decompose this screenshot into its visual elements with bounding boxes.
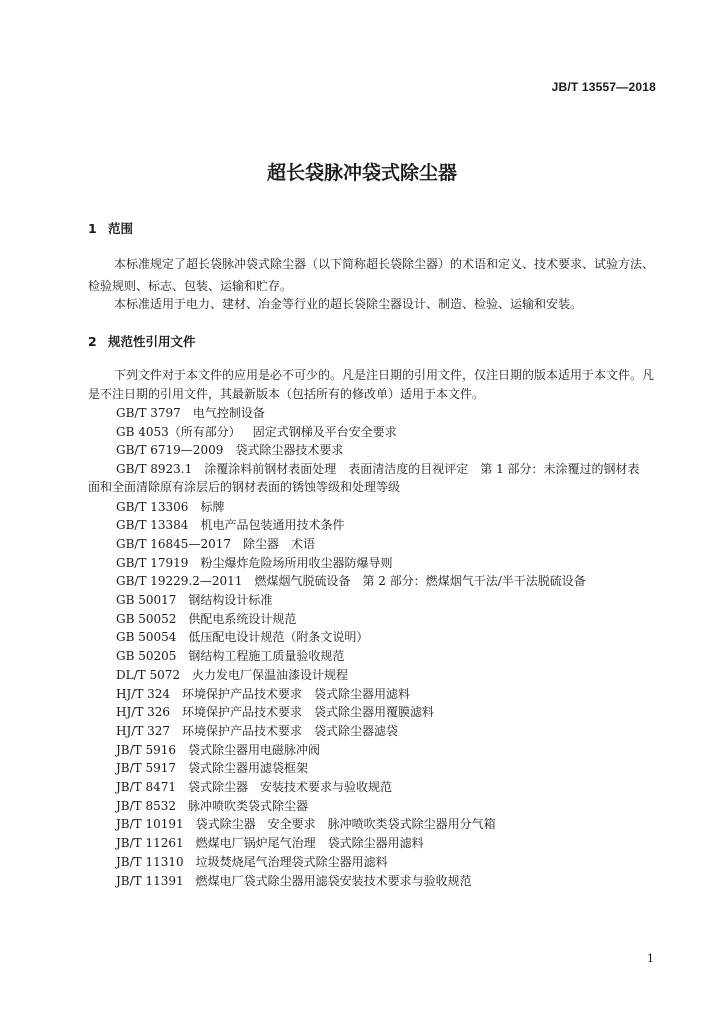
reference-code: GB 4053（所有部分） xyxy=(116,424,241,439)
reference-code: GB/T 13384 xyxy=(116,518,189,533)
section-1-heading xyxy=(88,219,133,237)
reference-code: JB/T 11310 xyxy=(116,854,184,869)
scope-paragraph-2: 本标准适用于电力、建材、冶金等行业的超长袋除尘器设计、制造、检验、运输和安装。 xyxy=(114,297,583,311)
reference-title-continued: 面和全面清除原有涂层后的钢材表面的锈蚀等级和处理等级 xyxy=(88,480,401,495)
reference-item xyxy=(116,441,664,459)
document-title: 超长袋脉冲袋式除尘器 xyxy=(266,162,457,184)
reference-title: 垃圾焚烧尾气治理袋式除尘器用滤料 xyxy=(195,854,388,869)
reference-item xyxy=(116,628,664,646)
reference-code: JB/T 11391 xyxy=(116,873,184,888)
reference-title: 低压配电设计规范（附条文说明） xyxy=(188,630,369,645)
page-number: 1 xyxy=(647,952,654,965)
reference-code: JB/T 11261 xyxy=(116,836,184,851)
reference-title: 火力发电厂保温油漆设计规程 xyxy=(192,667,349,682)
reference-item xyxy=(116,797,664,815)
section-1-number: 1 xyxy=(88,221,97,236)
reference-item xyxy=(116,853,664,871)
reference-code: GB/T 17919 xyxy=(116,555,189,570)
reference-item xyxy=(116,815,664,833)
reference-title: 标牌 xyxy=(200,499,225,514)
reference-code: GB/T 13306 xyxy=(116,499,189,514)
section-1-title: 范围 xyxy=(108,221,134,236)
reference-code: GB/T 19229.2—2011 xyxy=(116,574,243,589)
section-2-heading xyxy=(88,332,196,350)
reference-item xyxy=(116,610,664,628)
references-intro: 下列文件对于本文件的应用是必不可少的。凡是注日期的引用文件，仅注日期的版本适用于本文件。凡是不注日期的引用文件，其最新版本（包括所有的修改单）适用于本文件。 xyxy=(88,368,655,401)
reference-code: GB 50054 xyxy=(116,630,177,645)
reference-code: JB/T 5916 xyxy=(116,742,177,757)
reference-item xyxy=(116,554,664,572)
reference-title: 环境保护产品技术要求 袋式除尘器滤袋 xyxy=(182,723,399,738)
reference-title: 袋式除尘器技术要求 xyxy=(235,443,344,458)
reference-item xyxy=(116,423,664,441)
reference-item xyxy=(116,741,664,759)
reference-title: 环境保护产品技术要求 袋式除尘器用滤料 xyxy=(182,686,411,701)
reference-code: HJ/T 324 xyxy=(116,686,171,701)
reference-title: 燃煤电厂锅炉尾气治理 袋式除尘器用滤料 xyxy=(195,836,424,851)
reference-title: 袋式除尘器用滤袋框架 xyxy=(188,761,309,776)
reference-title: 燃煤烟气脱硫设备 第 2 部分：燃煤烟气干法/半干法脱硫设备 xyxy=(254,574,586,589)
reference-code: JB/T 8532 xyxy=(116,798,177,813)
reference-title: 环境保护产品技术要求 袋式除尘器用覆膜滤料 xyxy=(182,705,435,720)
reference-code: JB/T 8471 xyxy=(116,780,177,794)
reference-item xyxy=(116,498,664,516)
reference-item xyxy=(116,572,664,590)
reference-item xyxy=(116,778,664,796)
reference-title: 粉尘爆炸危险场所用收尘器防爆导则 xyxy=(200,555,393,570)
reference-title: 电气控制设备 xyxy=(192,406,265,420)
reference-title: 袋式除尘器 安装技术要求与验收规范 xyxy=(188,780,393,794)
reference-item xyxy=(88,460,664,496)
reference-title: 燃煤电厂袋式除尘器用滤袋安装技术要求与验收规范 xyxy=(195,873,472,888)
reference-code: GB/T 16845—2017 xyxy=(116,536,231,551)
reference-item xyxy=(116,647,664,665)
reference-title: 钢结构设计标准 xyxy=(188,593,273,607)
reference-item xyxy=(116,535,664,553)
scope-paragraph-1: 本标准规定了超长袋脉冲袋式除尘器（以下简称超长袋除尘器）的术语和定义、技术要求、试验方法、检验规则、标志、包装、运输和贮存。 xyxy=(88,257,655,293)
reference-title: 供配电系统设计规范 xyxy=(188,611,297,626)
reference-code: GB 50052 xyxy=(116,611,177,626)
section-2-number: 2 xyxy=(88,334,97,349)
reference-title: 固定式钢梯及平台安全要求 xyxy=(252,424,397,439)
reference-item xyxy=(116,404,664,422)
reference-item xyxy=(116,834,664,852)
reference-title: 机电产品包装通用技术条件 xyxy=(200,518,345,533)
reference-code: JB/T 10191 xyxy=(116,817,184,832)
reference-code: HJ/T 326 xyxy=(116,705,171,720)
reference-code: GB 50205 xyxy=(116,649,177,664)
reference-code: DL/T 5072 xyxy=(116,667,180,682)
reference-code: JB/T 5917 xyxy=(116,761,177,776)
reference-code: GB/T 8923.1 xyxy=(116,462,193,477)
reference-title: 钢结构工程施工质量验收规范 xyxy=(188,649,345,664)
reference-title: 涂覆涂料前钢材表面处理 表面清洁度的目视评定 第 1 部分：未涂覆过的钢材表 xyxy=(204,462,640,477)
reference-title: 袋式除尘器用电磁脉冲阀 xyxy=(188,742,321,757)
reference-code: HJ/T 327 xyxy=(116,723,171,738)
reference-item xyxy=(116,703,664,721)
reference-item xyxy=(116,591,664,609)
reference-code: GB/T 6719—2009 xyxy=(116,443,224,458)
section-2-title: 规范性引用文件 xyxy=(108,334,196,349)
reference-item xyxy=(116,685,664,703)
reference-code: GB/T 3797 xyxy=(116,406,181,420)
reference-title: 除尘器 术语 xyxy=(242,536,315,551)
reference-item xyxy=(116,722,664,740)
reference-item xyxy=(116,666,664,684)
reference-item xyxy=(116,759,664,777)
reference-title: 脉冲喷吹类袋式除尘器 xyxy=(188,798,309,813)
reference-item xyxy=(116,872,664,890)
reference-title: 袋式除尘器 安全要求 脉冲喷吹类袋式除尘器用分气箱 xyxy=(195,817,496,832)
standard-number: JB/T 13557—2018 xyxy=(551,80,656,94)
reference-code: GB 50017 xyxy=(116,593,177,607)
reference-item xyxy=(116,516,664,534)
